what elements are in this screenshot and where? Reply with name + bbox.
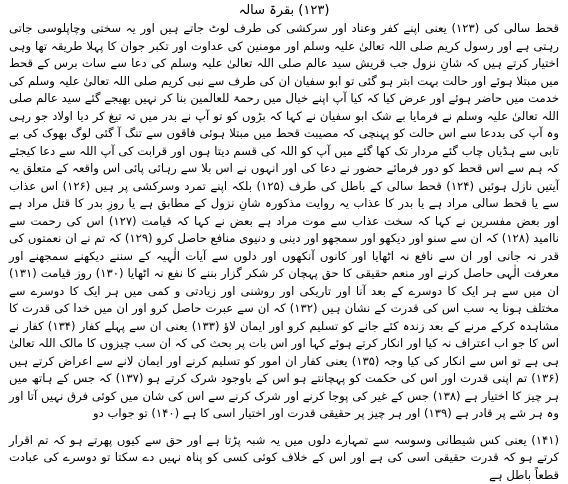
paragraph: قحط سالی کی (۱۲۳) یعنی اپنے کفر وعناد اور سرکشی کی طرف لوٹ جاتے ہیں اور یہ سختی وچاپلوسی جاتی رہتی ہے اور رسول کریم صلی اللہ تعالیٰ علیہ وسلم اور مومنین کی عداوت اور تکبر جوان کا پہلا طریقہ تھا وہی اختیار کرتے ہیں کہ شانِ نزول جب قریش سید عالم صلی اللہ تعالیٰ علیہ وسلم کی دعا سے سات برس کے قحط میں مبتلا ہوئے اور حالت بہت ابتر ہو گئی تو ابو سفیان ان کی طرف سے نبی کریم صلی اللہ تعالیٰ علیہ وسلم کی خدمت میں حاضر ہوئے اور عرض کیا کہ کیا آپ اپنے خیال میں رحمۃ للعالمین بنا کر نہیں بھیجے گئے سید عالم صلی اللہ تعالیٰ علیہ وسلم نے فرمایا بے شک ابو سفیان نے کہا کہ بڑوں کو تو آپ نے بدر میں تہ تیغ کر دیا اولاد جو رہی وہ آپ کی بددعا سے اس حالت کو پہنچی کہ مصیبت قحط میں مبتلا ہوئی فاقوں سے تنگ آ گئی لوگ بھوک کی بے تابی سے ہڈیاں چاب گئے مردار تک کھا گئے میں آپ کو اللہ کی قسم دیتا ہوں اور قرابت کی آپ اللہ سے دعا کیجئے کہ ہم سے اس قحط کو دور فرمائے حضور نے دعا کی اور انہوں نے اس بلا سے رہائی پائی اس واقعہ کے متعلق یہ آیتیں نازل ہوئیں (۱۲۴) قحط سالی کے باطل کی طرف (۱۲۵) بلکہ اپنے تمرد وسرکشی پر ہیں (۱۲۶) اس عذاب سے یا قحط سالی مراد ہے یا بدر کا عذاب یہ روایت مذکورہ شانِ نزول کے مطابق ہے یا روزِ بدر کا قتل مراد ہے اور بعض مفسرین نے کہا کہ سخت عذاب سے موت مراد ہے بعض نے کہا کہ قیامت (۱۲۷) اس کی رحمت سے ناامید (۱۲۸) کہ ان سے سنو اور دیکھو اور سمجھو اور دینی و دنیوی منافع حاصل کرو (۱۲۹) کہ تم نے ان نعمتوں کی قدر نہ جانی اور ان سے نافع نہ اٹھایا اور کانوں آنکھوں اور دلوں سے آیات الٰہیہ کے سننے دیکھنے سمجھنے اور معرفت الٰہی حاصل کرنے اور منعم حقیقی کا حق پہچان کر شکر گزار بننے کا نفع نہ اٹھایا (۱۳۰) روز قیامت (۱۳۱) ان میں سے ہر ایک کا دوسرے کے بعد آنا اور تاریکی اور روشنی اور زیادتی و کمی میں ہر ایک کا دوسرے سے مختلف ہونا یہ سب اس کی قدرت کے نشان ہیں (۱۳۲) کہ ان سے عبرت حاصل کرو اور ان میں خدا کی قدرت کا مشاہدہ کرکے مرنے کے بعد زندہ کئے جانے کو تسلیم کرو اور ایمان لاؤ (۱۳۳) یعنی ان سے پہلے کفار (۱۳۴) کفار نے اس کا جو اب اعتراف نہ کیا اور انکار کرتے ہوئے کہا اور اس بات پر بحث کی کہ ان سب چیزوں کا مالک اللہ تعالیٰ ہی ہے تو اس سے انکار کی کیا وجہ (۱۳۵) یعنی کفار ان امور کو تسلیم کرنے اور ایمان لانے سے اعراض کرتے ہیں (۱۳۶) تم اپنی قدرت اور اس کی حکمت کو پہچانتے ہو اس کے باوجود شرک کرتے ہو (۱۳۷) کہ جس کے ہاتھ میں ہر چیز کا اختیار ہے (۱۳۸) جس کے غیر کی پوجا کرنے اور شرک کرنے سے اس کی شان میں کوئی فرق نہیں آتا اور وہ ہر شے پر قادر ہے (۱۳۹) اور ہر چیز پر حقیقی قدرت اور اختیار اسی کا ہے (۱۴۰) تو جواب دو [9,20,559,423]
paragraph: (۱۴۱) یعنی کس شیطانی وسوسہ سے تمہارے دلوں میں یہ شبہ پڑتا ہے اور حق سے کیوں پھرتے ہو کہ تم اقرار کرتے ہو کہ قدرت حقیقی اسی کی ہے اور اس کے خلاف کوئی کسی کو پناہ نہیں دے سکتا تو دوسرے کی عبادت قطعاً باطل ہے [9,432,559,484]
page-header: (۱۲۳) بقرۃ سالہ [0,3,568,19]
body-text [9,20,559,484]
